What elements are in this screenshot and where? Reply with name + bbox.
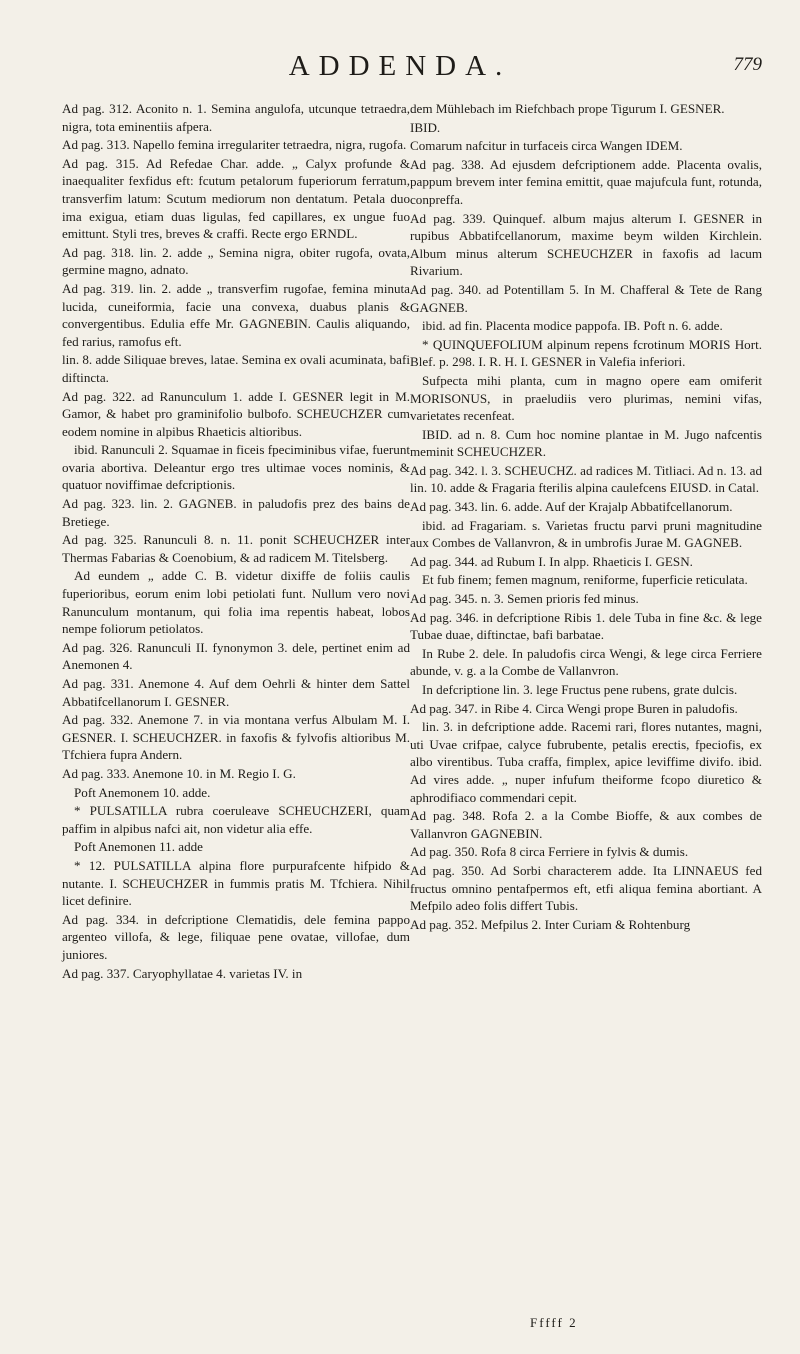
- entry-paragraph: Ad pag. 352. Mefpilus 2. Inter Curiam & Rohtenburg: [410, 916, 691, 932]
- entry-paragraph: Ad pag. 350. Ad Sorbi characterem adde. Ita LINNAEUS fed fructus omnino pentafpermos eft, etfi aliqua femina abortiant. A Mefpilo adeo folis differt Tubis.: [410, 862, 762, 914]
- left-column: [62, 100, 410, 983]
- entry-paragraph: Ad pag. 340. ad Potentillam 5. In M. Chafferal & Tete de Rang GAGNEB.: [410, 281, 762, 315]
- entry-paragraph: Ad pag. 350. Rofa 8 circa Ferriere in fylvis & dumis.: [410, 844, 689, 860]
- entry-paragraph: Ad pag. 319. lin. 2. adde „ transverfim rugofae, femina minuta lucida, cuneiformia, facie una convexa, duabus planis & convergentibus. Edulia effe Mr. GAGNEBIN. Caulis aliquando, fed rarius, ramofus eft.: [62, 280, 410, 349]
- page-number: 779: [733, 54, 762, 75]
- entry-paragraph: Ad pag. 322. ad Ranunculum 1. adde I. GESNER legit in M. Gamor, & habet pro graminifolio bulbofo. SCHEUCHZER cum eodem nomine in alpibus Rhaeticis altioribus.: [62, 388, 410, 439]
- entry-paragraph: * PULSATILLA rubra coeruleave SCHEUCHZERI, quam paffim in alpibus nafci ait, non videtur alia effe.: [62, 803, 410, 836]
- entry-paragraph: Ad pag. 334. in defcriptione Clematidis, dele femina pappo argenteo villofa, & lege, filiquae pene ovatae, villofae, dum juniores.: [62, 911, 410, 962]
- entry-paragraph: Ad pag. 312. Aconito n. 1. Semina angulofa, utcunque tetraedra, nigra, tota eminentiis afpera.: [62, 101, 410, 134]
- entry-paragraph: Ad pag. 325. Ranunculi 8. n. 11. ponit SCHEUCHZER inter Thermas Fabarias & Coenobium, & ad radicem M. Titelsberg.: [62, 532, 410, 565]
- entry-paragraph: Ad pag. 348. Rofa 2. a la Combe Bioffe, & aux combes de Vallanvron GAGNEBIN.: [410, 808, 762, 841]
- entry-paragraph: Ad pag. 347. in Ribe 4. Circa Wengi prope Buren in paludofis.: [410, 700, 738, 716]
- entry-paragraph: Ad pag. 318. lin. 2. adde „ Semina nigra, obiter rugofa, ovata, germine magno, adnato.: [62, 244, 410, 278]
- entry-paragraph: Ad pag. 346. in defcriptione Ribis 1. dele Tuba in fine &c. & lege Tubae duae, diftinctae, bafi barbatae.: [410, 609, 762, 643]
- entry-paragraph: * 12. PULSATILLA alpina flore purpurafcente hifpido & nutante. I. SCHEUCHZER in fummis pratis M. Tfchiera. Nihil licet definire.: [62, 857, 410, 909]
- entry-paragraph: IBID.: [410, 119, 441, 135]
- entry-paragraph: Ad eundem „ adde C. B. videtur dixiffe de foliis caulis fuperioribus, eorum enim lobi petiolati funt. Nullum vero novi Ranunculum montanum, qui folia ima repentis habeat, lobos nempe foliorum petiolatos.: [62, 568, 410, 637]
- entry-paragraph: Ad pag. 343. lin. 6. adde. Auf der Krajalp Abbatifcellanorum.: [410, 499, 733, 515]
- entry-paragraph: Ad pag. 339. Quinquef. album majus alterum I. GESNER in rupibus Abbatifcellanorum, maxime beym wilden Kirchlein. Album minus alterum SCHEUCHZER in faxofis ad lacum Rivarium.: [410, 210, 762, 279]
- entry-paragraph: Ad pag. 331. Anemone 4. Auf dem Oehrli & hinter dem Sattel Abbatifcellanorum I. GESNER.: [62, 676, 410, 709]
- entry-paragraph: In defcriptione lin. 3. lege Fructus pene rubens, grate dulcis.: [422, 682, 738, 697]
- entry-paragraph: Ad pag. 338. Ad ejusdem defcriptionem adde. Placenta ovalis, pappum brevem inter femina emittit, quae majufcula funt, rotunda, conpreffa.: [410, 156, 762, 207]
- entry-paragraph: Ad pag. 326. Ranunculi II. fynonymon 3. dele, pertinet enim ad Anemonen 4.: [62, 639, 410, 673]
- entry-paragraph: Ad pag. 345. n. 3. Semen prioris fed minus.: [410, 591, 639, 607]
- entry-paragraph: Sufpecta mihi planta, cum in magno opere eam omiferit MORISONUS, in praeludiis vero plurimas, nemini vifas, varietates recenfeat.: [410, 372, 762, 424]
- signature-mark: Fffff 2: [530, 1315, 578, 1330]
- entry-paragraph: Ad pag. 313. Napello femina irregulariter tetraedra, nigra, rugofa.: [62, 137, 407, 153]
- entry-paragraph: lin. 3. in defcriptione adde. Racemi rari, flores nutantes, magni, uti Uvae crifpae, calyce fubrubente, petalis erectis, fpeciofis, ex albo virentibus. Tuba craffa, fimplex, apice leviffime divifo. ibid. Ad vires adde. „ nuper infufum theiforme fcopo diuretico & aphrodifiaco commendari cepit.: [410, 719, 762, 805]
- entry-paragraph: dem Mühlebach im Riefchbach prope Tigurum I. GESNER.: [410, 101, 725, 116]
- right-column: [410, 100, 762, 934]
- entry-paragraph: ibid. ad fin. Placenta modice pappofa. IB. Poft n. 6. adde.: [422, 318, 723, 334]
- entry-paragraph: Poft Anemonem 10. adde.: [74, 784, 211, 800]
- entry-paragraph: In Rube 2. dele. In paludofis circa Wengi, & lege circa Ferriere abunde, v. g. a la Combe de Vallanvron.: [410, 645, 762, 679]
- entry-paragraph: Poft Anemonen 11. adde: [74, 839, 203, 855]
- entry-paragraph: Et fub finem; femen magnum, reniforme, fuperficie reticulata.: [422, 572, 748, 588]
- page-header: [0, 50, 800, 90]
- entry-paragraph: Ad pag. 333. Anemone 10. in M. Regio I. G.: [62, 765, 296, 781]
- entry-paragraph: Ad pag. 344. ad Rubum I. In alpp. Rhaeticis I. GESN.: [410, 553, 693, 569]
- entry-paragraph: Comarum nafcitur in turfaceis circa Wangen IDEM.: [410, 138, 683, 154]
- entry-paragraph: ibid. ad Fragariam. s. Varietas fructu parvi pruni magnitudine aux Combes de Vallanvron, & in umbrofis Jurae M. GAGNEB.: [410, 517, 762, 551]
- entry-paragraph: lin. 8. adde Siliquae breves, latae. Semina ex ovali acuminata, bafi diftincta.: [62, 352, 410, 385]
- entry-paragraph: ibid. Ranunculi 2. Squamae in ficeis fpeciminibus vifae, fuerunt ovaria abortiva. Deleantur ergo tres ultimae voces nominis, & quatuor noviffimae defcriptionis.: [62, 442, 410, 493]
- running-title: ADDENDA.: [288, 50, 512, 82]
- entry-paragraph: Ad pag. 332. Anemone 7. in via montana verfus Albulam M. I. GESNER. I. SCHEUCHZER. in faxofis & fylvofis altioribus M. Tfchiera fupra Andern.: [62, 712, 410, 763]
- entry-paragraph: IBID. ad n. 8. Cum hoc nomine plantae in M. Jugo nafcentis meminit SCHEUCHZER.: [410, 426, 762, 460]
- entry-paragraph: Ad pag. 342. l. 3. SCHEUCHZ. ad radices M. Titliaci. Ad n. 13. ad lin. 10. adde & Fragaria fterilis alpina caulefcens EIUSD. in Catal.: [410, 462, 762, 496]
- entry-paragraph: Ad pag. 315. Ad Refedae Char. adde. „ Calyx profunde & inaequaliter fexfidus eft: fcutum petalorum fuperiorum ferratum, transverfim latum: Scutum mediorum non dentatum. Petala duo ima exigua, etiam duas ligulas, fed capillares, ex ungue fuo emittunt. Styli tres, breves & craffi. Recte ergo ERNDL.: [62, 155, 410, 242]
- page-footer: [410, 1315, 762, 1337]
- entry-paragraph: Ad pag. 337. Caryophyllatae 4. varietas IV. in: [62, 965, 303, 981]
- entry-paragraph: * QUINQUEFOLIUM alpinum repens fcrotinum MORIS Hort. Blef. p. 298. I. R. H. I. GESNER in Valefia inferiori.: [410, 336, 762, 370]
- entry-paragraph: Ad pag. 323. lin. 2. GAGNEB. in paludofis prez des bains de Bretiege.: [62, 496, 410, 529]
